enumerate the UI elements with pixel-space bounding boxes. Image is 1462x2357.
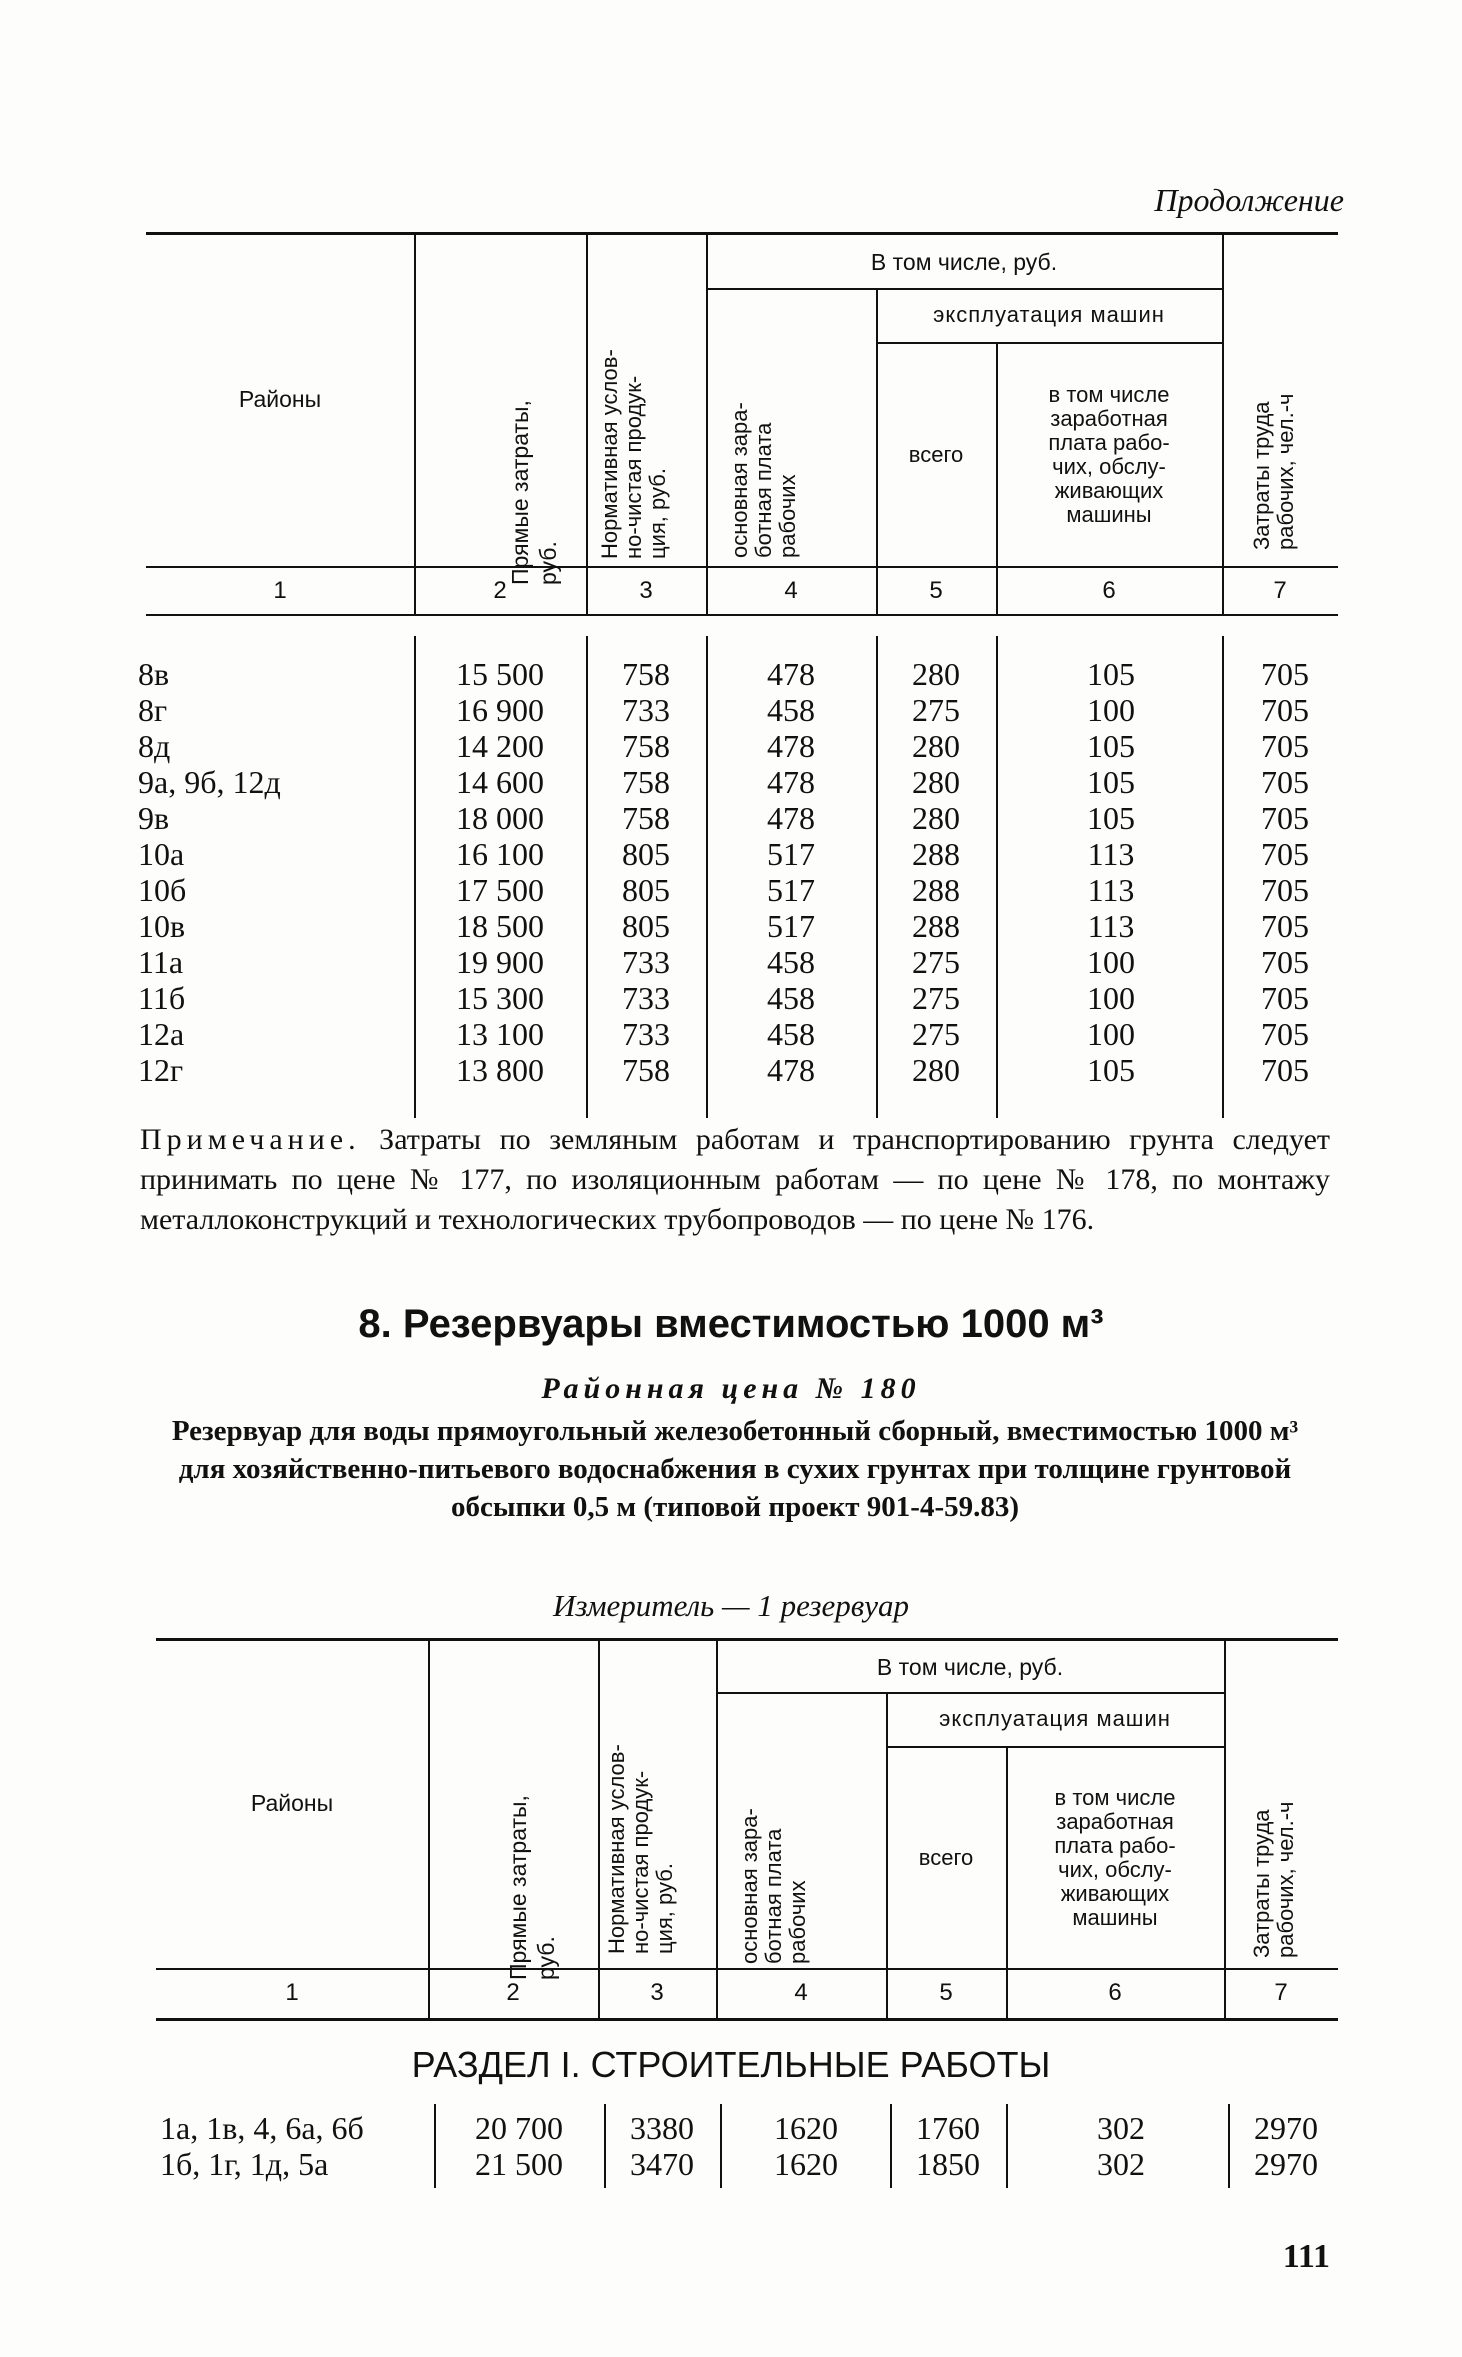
header-labor: Затраты труда рабочих, чел.-ч	[1249, 393, 1298, 550]
cell-base-wage: 458	[767, 692, 815, 728]
cell-region: 11а	[138, 944, 184, 980]
page-number: 111	[1282, 2238, 1330, 2275]
cell-region: 8г	[138, 692, 168, 728]
cell-machine-total: 288	[912, 836, 960, 872]
table-row	[0, 2146, 1462, 2182]
cell-region: 10б	[138, 872, 187, 908]
cell-net-output: 758	[622, 728, 670, 764]
cell-labor: 705	[1261, 800, 1309, 836]
cell-net-output: 733	[622, 692, 670, 728]
cell-machine-total: 280	[912, 656, 960, 692]
cell-labor: 2970	[1254, 2146, 1318, 2182]
cell-machine-total: 288	[912, 872, 960, 908]
note-lead: Примечание.	[140, 1123, 361, 1156]
note-text: Затраты по земляным работам и транспортированию грунта следует принимать по цене № 177, по изоляционным работам — по цене № 178, по монтажу металлоконструкций и технологических трубопроводов — по цене № 176.	[140, 1123, 1330, 1236]
cell-machine-total: 275	[912, 944, 960, 980]
cell-net-output: 758	[622, 764, 670, 800]
header-including: В том числе, руб.	[870, 248, 1058, 275]
cell-region: 8д	[138, 728, 171, 764]
cell-machine-wage: 105	[1087, 728, 1135, 764]
cell-labor: 705	[1261, 764, 1309, 800]
cell-net-output: 805	[622, 836, 670, 872]
cell-machine-total: 280	[912, 1052, 960, 1088]
cell-net-output: 758	[622, 1052, 670, 1088]
header-regions: Районы	[250, 1789, 334, 1816]
col-number: 7	[1273, 577, 1287, 604]
cell-machine-wage: 113	[1087, 872, 1135, 908]
header-machine-wage: в том числе заработная плата рабо- чих, обслу- живающих машины	[1054, 1785, 1176, 1930]
cell-base-wage: 478	[767, 728, 815, 764]
cell-machine-wage: 113	[1087, 836, 1135, 872]
cell-region: 10в	[138, 908, 186, 944]
cell-region: 8в	[138, 656, 170, 692]
col-number: 6	[1108, 1979, 1122, 2006]
unit-of-measure: Измеритель — 1 резервуар	[553, 1588, 909, 1623]
cell-labor: 705	[1261, 692, 1309, 728]
table-row	[0, 764, 1462, 800]
table-row	[0, 944, 1462, 980]
cell-direct-costs: 16 100	[456, 836, 544, 872]
table-row	[0, 908, 1462, 944]
header-machine-ops: эксплуатация машин	[939, 1706, 1171, 1731]
table-row	[0, 728, 1462, 764]
cell-machine-wage: 105	[1087, 656, 1135, 692]
col-number: 6	[1102, 577, 1116, 604]
cell-base-wage: 517	[767, 872, 815, 908]
cell-machine-wage: 302	[1097, 2146, 1145, 2182]
cell-direct-costs: 21 500	[475, 2146, 563, 2182]
cell-net-output: 3380	[630, 2110, 694, 2146]
cell-base-wage: 1620	[774, 2110, 838, 2146]
cell-machine-wage: 105	[1087, 1052, 1135, 1088]
cell-base-wage: 478	[767, 656, 815, 692]
header-direct-costs: Прямые затраты, руб.	[505, 1795, 559, 1980]
cell-region: 1а, 1в, 4, 6а, 6б	[160, 2110, 364, 2146]
section-title: 8. Резервуары вместимостью 1000 м³	[358, 1302, 1104, 1346]
col-number: 2	[493, 577, 507, 604]
cell-direct-costs: 13 100	[456, 1016, 544, 1052]
cell-region: 9а, 9б, 12д	[138, 764, 281, 800]
col-number: 2	[506, 1979, 520, 2006]
cell-labor: 705	[1261, 728, 1309, 764]
table-row	[0, 1016, 1462, 1052]
header-machine-total: всего	[918, 1845, 974, 1870]
cell-region: 1б, 1г, 1д, 5а	[160, 2146, 329, 2182]
cell-net-output: 758	[622, 800, 670, 836]
cell-labor: 705	[1261, 944, 1309, 980]
header-machine-ops: эксплуатация машин	[933, 302, 1165, 327]
section-description: Резервуар для воды прямоугольный железобетонный сборный, вместимостью 1000 м³ для хозяйственно-питьевого водоснабжения в сухих грунтах при толщине грунтовой обсыпки 0,5 м (типовой проект 901-4-59.83)	[171, 1415, 1299, 1523]
table-row	[0, 656, 1462, 692]
price-number: Районная цена № 180	[541, 1372, 921, 1405]
cell-region: 12а	[138, 1016, 185, 1052]
footnote	[140, 1120, 1330, 1240]
cell-machine-total: 280	[912, 800, 960, 836]
header-base-wage: основная зара- ботная плата рабочих	[737, 1808, 810, 1964]
header-including: В том числе, руб.	[876, 1653, 1064, 1680]
cell-base-wage: 517	[767, 836, 815, 872]
cell-labor: 705	[1261, 1052, 1309, 1088]
header-net-output: Нормативная услов- но-чистая продук- ция, руб.	[597, 349, 670, 559]
cell-machine-wage: 100	[1087, 980, 1135, 1016]
table-row	[0, 692, 1462, 728]
header-regions: Районы	[238, 385, 322, 412]
cell-machine-wage: 105	[1087, 800, 1135, 836]
cell-base-wage: 478	[767, 800, 815, 836]
cell-direct-costs: 18 000	[456, 800, 544, 836]
table-row	[0, 800, 1462, 836]
cell-machine-wage: 100	[1087, 692, 1135, 728]
header-machine-wage: в том числе заработная плата рабо- чих, обслу- живающих машины	[1048, 382, 1170, 527]
cell-machine-total: 280	[912, 728, 960, 764]
cell-base-wage: 517	[767, 908, 815, 944]
cell-machine-total: 275	[912, 1016, 960, 1052]
cell-direct-costs: 14 200	[456, 728, 544, 764]
cell-machine-total: 1850	[916, 2146, 980, 2182]
cell-labor: 705	[1261, 980, 1309, 1016]
cell-base-wage: 478	[767, 764, 815, 800]
cell-machine-total: 275	[912, 692, 960, 728]
col-number: 5	[939, 1979, 953, 2006]
cell-direct-costs: 15 500	[456, 656, 544, 692]
cell-direct-costs: 15 300	[456, 980, 544, 1016]
table-row	[0, 980, 1462, 1016]
cell-machine-wage: 100	[1087, 944, 1135, 980]
cell-labor: 705	[1261, 836, 1309, 872]
cell-direct-costs: 16 900	[456, 692, 544, 728]
cell-region: 9в	[138, 800, 170, 836]
cell-labor: 705	[1261, 908, 1309, 944]
col-number: 4	[794, 1979, 808, 2006]
cell-machine-total: 1760	[916, 2110, 980, 2146]
col-number: 5	[929, 577, 943, 604]
cell-machine-wage: 105	[1087, 764, 1135, 800]
cell-net-output: 3470	[630, 2146, 694, 2182]
cell-region: 10а	[138, 836, 185, 872]
cell-net-output: 733	[622, 944, 670, 980]
cell-machine-wage: 113	[1087, 908, 1135, 944]
header-base-wage: основная зара- ботная плата рабочих	[727, 402, 800, 558]
cell-net-output: 733	[622, 1016, 670, 1052]
cell-net-output: 805	[622, 872, 670, 908]
section-heading: РАЗДЕЛ I. СТРОИТЕЛЬНЫЕ РАБОТЫ	[411, 2044, 1051, 2085]
cell-region: 11б	[138, 980, 186, 1016]
cell-direct-costs: 20 700	[475, 2110, 563, 2146]
header-net-output: Нормативная услов- но-чистая продук- ция, руб.	[604, 1744, 677, 1954]
cell-base-wage: 458	[767, 1016, 815, 1052]
cell-region: 12г	[138, 1052, 184, 1088]
cell-base-wage: 1620	[774, 2146, 838, 2182]
cell-base-wage: 458	[767, 980, 815, 1016]
cell-base-wage: 478	[767, 1052, 815, 1088]
table-row	[0, 872, 1462, 908]
table-row	[0, 836, 1462, 872]
cell-net-output: 733	[622, 980, 670, 1016]
col-number: 4	[784, 577, 798, 604]
cell-labor: 705	[1261, 1016, 1309, 1052]
table-row	[0, 1052, 1462, 1088]
continuation-label: Продолжение	[1154, 182, 1344, 218]
col-number: 7	[1274, 1979, 1288, 2006]
col-number: 1	[285, 1979, 299, 2006]
header-labor: Затраты труда рабочих, чел.-ч	[1249, 1801, 1298, 1958]
table-row	[0, 2110, 1462, 2146]
cell-labor: 705	[1261, 656, 1309, 692]
cell-machine-wage: 100	[1087, 1016, 1135, 1052]
cell-machine-wage: 302	[1097, 2110, 1145, 2146]
col-number: 3	[650, 1979, 664, 2006]
cell-machine-total: 280	[912, 764, 960, 800]
header-machine-total: всего	[908, 442, 964, 467]
cell-direct-costs: 18 500	[456, 908, 544, 944]
cell-machine-total: 288	[912, 908, 960, 944]
col-number: 3	[639, 577, 653, 604]
cell-labor: 705	[1261, 872, 1309, 908]
cell-net-output: 805	[622, 908, 670, 944]
cell-direct-costs: 13 800	[456, 1052, 544, 1088]
cell-base-wage: 458	[767, 944, 815, 980]
cell-net-output: 758	[622, 656, 670, 692]
header-direct-costs: Прямые затраты, руб.	[507, 400, 561, 585]
col-number: 1	[273, 577, 287, 604]
cell-direct-costs: 17 500	[456, 872, 544, 908]
cell-direct-costs: 19 900	[456, 944, 544, 980]
cell-labor: 2970	[1254, 2110, 1318, 2146]
cell-machine-total: 275	[912, 980, 960, 1016]
cell-direct-costs: 14 600	[456, 764, 544, 800]
